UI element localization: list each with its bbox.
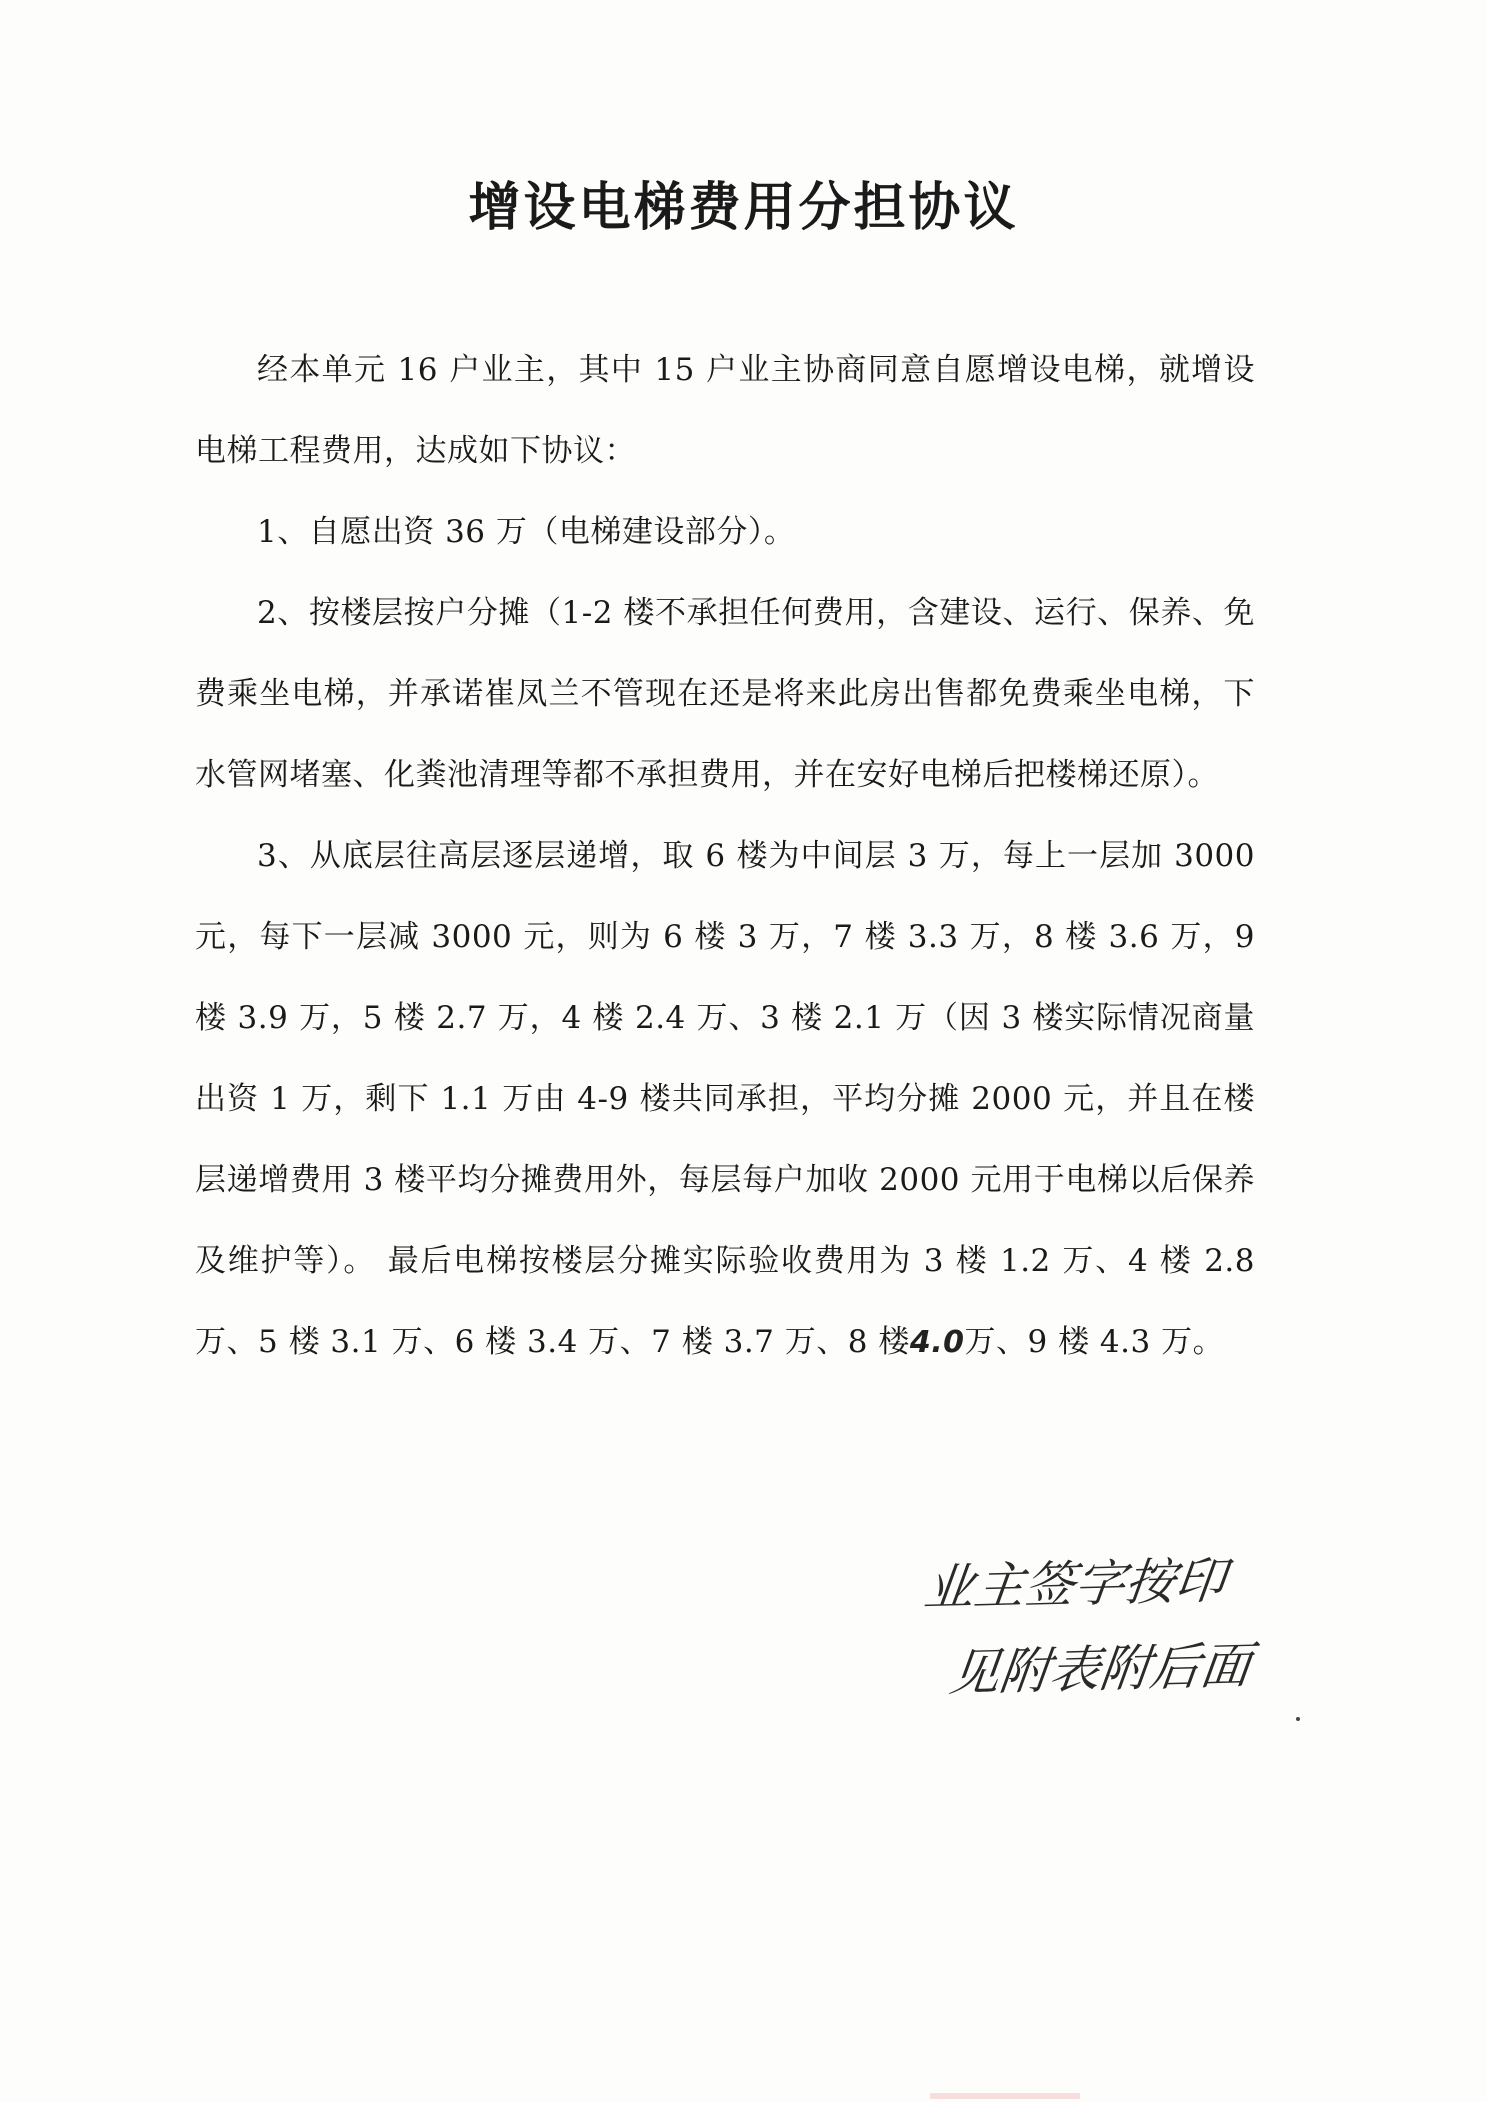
bottom-stamp-edge	[930, 2093, 1080, 2099]
handwritten-amount: 4.0	[909, 1325, 965, 1360]
clause-3	[195, 816, 1255, 1383]
clause-3-text: 3、从底层往高层逐层递增，取 6 楼为中间层 3 万，每上一层加 3000 元，每下一层减 3000 元，则为 6 楼 3 万，7 楼 3.3 万，8 楼 3.6 万，9 楼 3.9 万，5 楼 2.7 万，4 楼 2.4 万、3 楼 2.1 万（因 3 楼实际情况商量出资 1 万，剩下 1.1 万由 4-9 楼共同承担，平均分摊 2000 元，并且在楼层递增费用 3 楼平均分摊费用外，每层每户加收 2000 元用于电梯以后保养及维护等）。 最后电梯按楼层分摊实际验收费用为 3 楼 1.2 万、4 楼 2.8 万、5 楼 3.1 万、6 楼 3.4 万、7 楼 3.7 万、8 楼	[195, 838, 1255, 1360]
document-title: 增设电梯费用分担协议	[468, 177, 1019, 238]
ink-speck	[1296, 1717, 1300, 1721]
signature-line-2: 见附表附后面	[946, 1636, 1254, 1703]
handwritten-signature-note	[910, 1535, 1331, 1717]
clause-3-closing: 万、9 楼 4.3 万。	[964, 1324, 1225, 1360]
intro-paragraph: 经本单元 16 户业主，其中 15 户业主协商同意自愿增设电梯，就增设电梯工程费用，达成如下协议：	[195, 352, 1255, 469]
clause-1: 1、自愿出资 36 万（电梯建设部分）。	[257, 514, 796, 550]
document-body	[195, 330, 1255, 1383]
clause-2: 2、按楼层按户分摊（1-2 楼不承担任何费用，含建设、运行、保养、免费乘坐电梯，并承诺崔凤兰不管现在还是将来此房出售都免费乘坐电梯，下水管网堵塞、化粪池清理等都不承担费用，并在安好电梯后把楼梯还原）。	[195, 595, 1255, 793]
signature-line-1: 业主签字按印	[920, 1551, 1229, 1618]
